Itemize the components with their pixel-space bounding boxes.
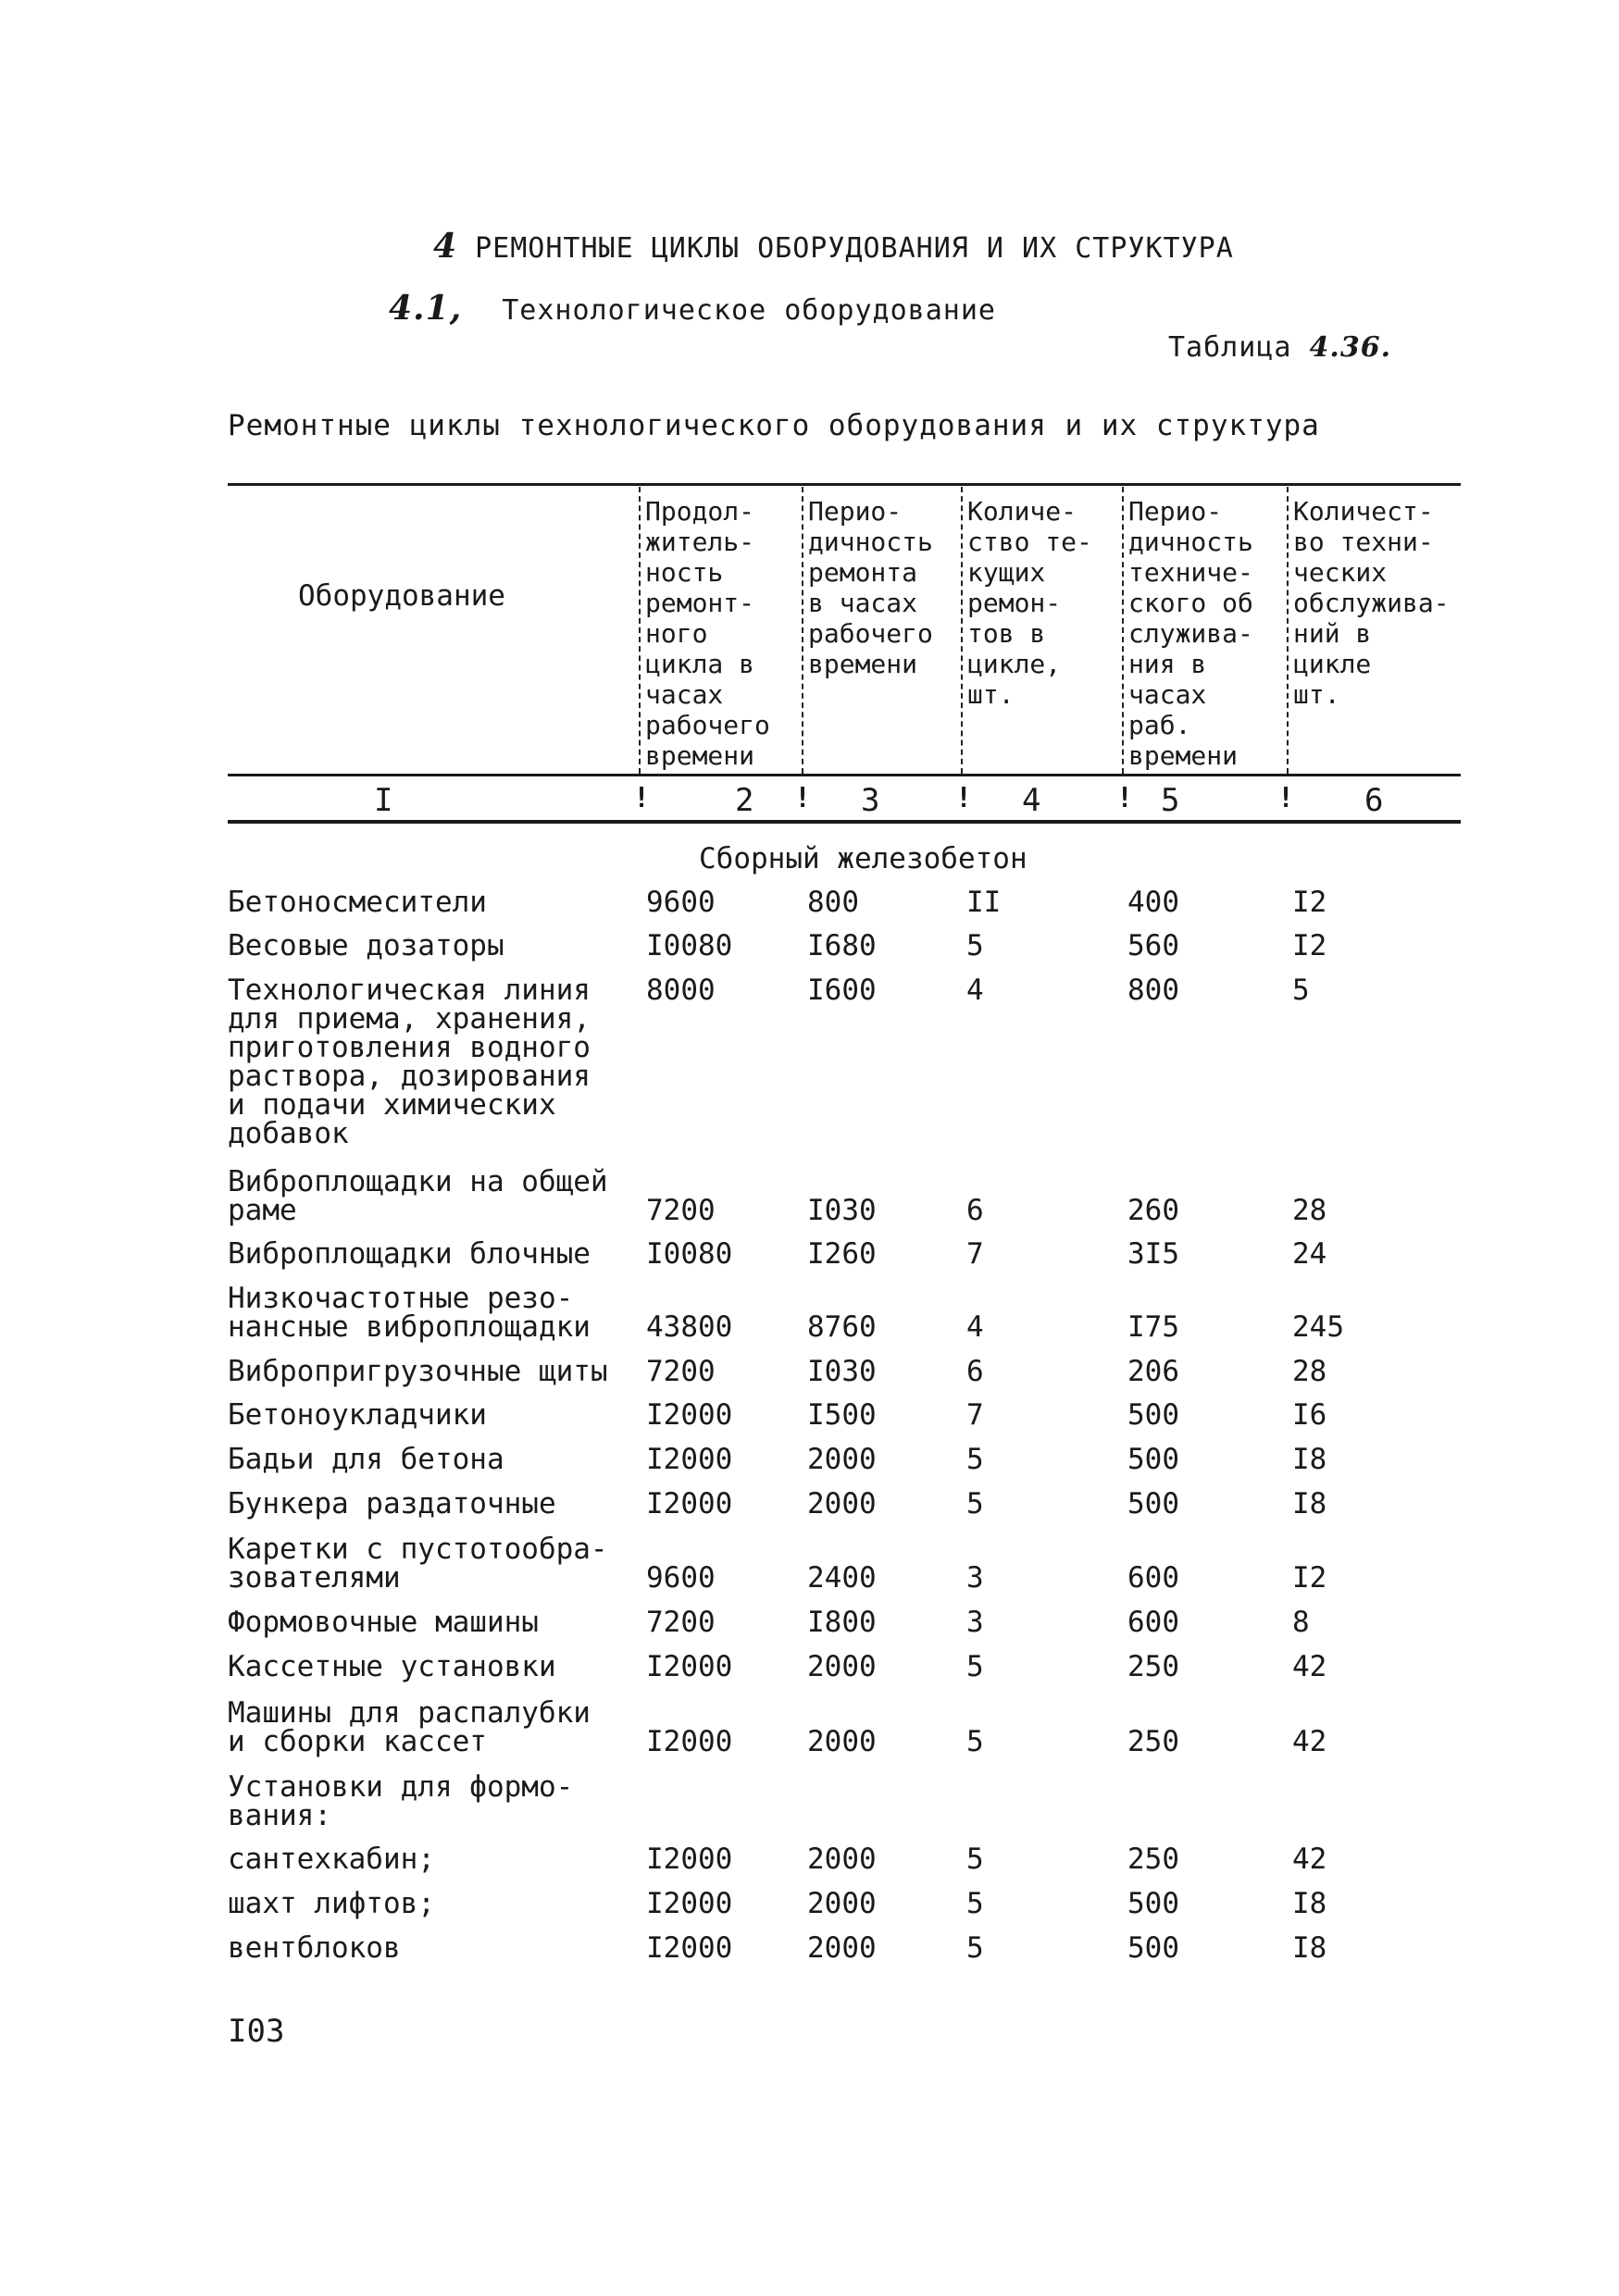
maintenance-count-value: I8 — [1292, 1443, 1327, 1476]
section-number: 4 — [433, 227, 458, 266]
repair-periodicity-value: 2000 — [807, 1443, 877, 1476]
repair-periodicity-value: I500 — [807, 1398, 877, 1432]
maintenance-periodicity-value: 206 — [1127, 1355, 1179, 1388]
equipment-name: Виброплощадки блочные — [228, 1237, 591, 1271]
equipment-name: Бадьи для бетона — [228, 1443, 504, 1476]
current-repairs-value: 3 — [966, 1561, 984, 1595]
maintenance-periodicity-value: 250 — [1127, 1843, 1179, 1876]
table-label-number: 4.36. — [1309, 331, 1392, 364]
maintenance-periodicity-value: 3I5 — [1127, 1237, 1179, 1271]
cycle-duration-value: 43800 — [646, 1310, 733, 1344]
current-repairs-value: 5 — [966, 1443, 984, 1476]
current-repairs-value: II — [966, 886, 1002, 919]
table-top-rule — [228, 483, 1461, 486]
maintenance-periodicity-value: 600 — [1127, 1606, 1179, 1639]
column-divider-mark: ! — [1116, 782, 1134, 814]
maintenance-count-value: 8 — [1292, 1606, 1310, 1639]
column-number: 3 — [861, 782, 880, 819]
maintenance-periodicity-value: 260 — [1127, 1194, 1179, 1227]
equipment-name: Бетоноукладчики — [228, 1398, 487, 1432]
repair-periodicity-value: I680 — [807, 929, 877, 962]
equipment-name: Формовочные машины — [228, 1606, 539, 1639]
maintenance-count-value: I2 — [1292, 929, 1327, 962]
maintenance-periodicity-value: 560 — [1127, 929, 1179, 962]
repair-periodicity-value: 2000 — [807, 1650, 877, 1683]
maintenance-periodicity-value: 400 — [1127, 886, 1179, 919]
maintenance-count-value: 24 — [1292, 1237, 1327, 1271]
cycle-duration-value: I2000 — [646, 1887, 733, 1920]
current-repairs-value: 7 — [966, 1398, 984, 1432]
equipment-name: Технологическая линия для приема, хранения, приготовления водного раствора, дозирования и подачи химических добавок — [228, 974, 591, 1150]
maintenance-periodicity-value: 800 — [1127, 974, 1179, 1007]
repair-periodicity-value: I030 — [807, 1355, 877, 1388]
column-number: 2 — [735, 782, 754, 819]
maintenance-count-value: I6 — [1292, 1398, 1327, 1432]
equipment-name: шахт лифтов; — [228, 1887, 435, 1920]
table-header-rule — [228, 774, 1461, 776]
header-separator — [1122, 487, 1124, 774]
current-repairs-value: 5 — [966, 1650, 984, 1683]
equipment-name: Бункера раздаточные — [228, 1487, 556, 1520]
group-title: Сборный железобетон — [699, 842, 1027, 875]
maintenance-count-value: I2 — [1292, 886, 1327, 919]
equipment-name: Установки для формо- вания: — [228, 1770, 574, 1832]
cycle-duration-value: 8000 — [646, 974, 716, 1007]
maintenance-periodicity-value: 250 — [1127, 1725, 1179, 1758]
equipment-name: сантехкабин; — [228, 1843, 435, 1876]
column-number: 6 — [1364, 782, 1384, 819]
maintenance-periodicity-value: 500 — [1127, 1443, 1179, 1476]
cycle-duration-value: I2000 — [646, 1650, 733, 1683]
cycle-duration-value: I0080 — [646, 1237, 733, 1271]
equipment-name: Каретки с пустотообра- зователями — [228, 1533, 608, 1595]
repair-periodicity-value: 2000 — [807, 1843, 877, 1876]
equipment-name: Виброплощадки на общей раме — [228, 1165, 608, 1227]
header-equipment: Оборудование — [298, 579, 505, 613]
repair-periodicity-value: 2000 — [807, 1487, 877, 1520]
maintenance-count-value: I2 — [1292, 1561, 1327, 1595]
repair-periodicity-value: 2400 — [807, 1561, 877, 1595]
repair-periodicity-value: I800 — [807, 1606, 877, 1639]
repair-periodicity-value: I030 — [807, 1194, 877, 1227]
subsection-title: Технологическое оборудование — [502, 294, 996, 327]
cycle-duration-value: I2000 — [646, 1487, 733, 1520]
column-number: I — [374, 782, 393, 819]
current-repairs-value: 5 — [966, 929, 984, 962]
repair-periodicity-value: 2000 — [807, 1931, 877, 1965]
maintenance-count-value: I8 — [1292, 1487, 1327, 1520]
table-label-prefix: Таблица — [1168, 331, 1292, 364]
cycle-duration-value: I2000 — [646, 1398, 733, 1432]
repair-periodicity-value: 8760 — [807, 1310, 877, 1344]
current-repairs-value: 6 — [966, 1355, 984, 1388]
current-repairs-value: 5 — [966, 1843, 984, 1876]
current-repairs-value: 5 — [966, 1487, 984, 1520]
subsection-number: 4.1, — [389, 289, 463, 328]
current-repairs-value: 5 — [966, 1887, 984, 1920]
maintenance-periodicity-value: 500 — [1127, 1487, 1179, 1520]
maintenance-count-value: 5 — [1292, 974, 1310, 1007]
maintenance-count-value: 245 — [1292, 1310, 1344, 1344]
cycle-duration-value: 7200 — [646, 1194, 716, 1227]
header-maintenance-count: Количест- во техни- ческих обслужива- ний в цикле шт. — [1293, 496, 1450, 710]
equipment-name: Кассетные установки — [228, 1650, 556, 1683]
header-repair-periodicity: Перио- дичность ремонта в часах рабочего времени — [808, 496, 933, 679]
table-label — [1168, 331, 1391, 364]
equipment-name: вентблоков — [228, 1931, 401, 1965]
cycle-duration-value: 9600 — [646, 1561, 716, 1595]
current-repairs-value: 7 — [966, 1237, 984, 1271]
current-repairs-value: 4 — [966, 974, 984, 1007]
column-divider-mark: ! — [794, 782, 812, 814]
equipment-name: Бетоносмесители — [228, 886, 487, 919]
maintenance-count-value: I8 — [1292, 1931, 1327, 1965]
repair-periodicity-value: 800 — [807, 886, 859, 919]
maintenance-count-value: 42 — [1292, 1725, 1327, 1758]
equipment-name: Весовые дозаторы — [228, 929, 504, 962]
repair-periodicity-value: I600 — [807, 974, 877, 1007]
header-separator — [961, 487, 963, 774]
header-separator — [802, 487, 803, 774]
cycle-duration-value: I2000 — [646, 1725, 733, 1758]
table-number-row-rule — [228, 820, 1461, 824]
header-separator — [1287, 487, 1289, 774]
maintenance-periodicity-value: 600 — [1127, 1561, 1179, 1595]
column-divider-mark: ! — [633, 782, 651, 814]
maintenance-count-value: 28 — [1292, 1355, 1327, 1388]
repair-periodicity-value: I260 — [807, 1237, 877, 1271]
repair-periodicity-value: 2000 — [807, 1725, 877, 1758]
maintenance-count-value: I8 — [1292, 1887, 1327, 1920]
cycle-duration-value: I2000 — [646, 1843, 733, 1876]
header-maintenance-periodicity: Перио- дичность техниче- ского об служива- ния в часах раб. времени — [1128, 496, 1253, 771]
column-number: 4 — [1022, 782, 1041, 819]
maintenance-count-value: 42 — [1292, 1650, 1327, 1683]
cycle-duration-value: I2000 — [646, 1443, 733, 1476]
subsection-heading — [389, 289, 996, 328]
header-separator — [639, 487, 641, 774]
current-repairs-value: 5 — [966, 1931, 984, 1965]
maintenance-periodicity-value: 500 — [1127, 1398, 1179, 1432]
cycle-duration-value: 7200 — [646, 1606, 716, 1639]
header-current-repairs-count: Количе- ство те- кущих ремон- тов в цикле, шт. — [967, 496, 1092, 710]
equipment-name: Машины для распалубки и сборки кассет — [228, 1696, 591, 1758]
maintenance-periodicity-value: 500 — [1127, 1931, 1179, 1965]
table-caption: Ремонтные циклы технологического оборудования и их структура — [228, 409, 1320, 442]
current-repairs-value: 3 — [966, 1606, 984, 1639]
maintenance-count-value: 28 — [1292, 1194, 1327, 1227]
column-divider-mark: ! — [1277, 782, 1295, 814]
maintenance-periodicity-value: I75 — [1127, 1310, 1179, 1344]
maintenance-periodicity-value: 250 — [1127, 1650, 1179, 1683]
cycle-duration-value: I0080 — [646, 929, 733, 962]
equipment-name: Низкочастотные резо- нансные виброплощадки — [228, 1282, 591, 1344]
cycle-duration-value: I2000 — [646, 1931, 733, 1965]
current-repairs-value: 5 — [966, 1725, 984, 1758]
maintenance-count-value: 42 — [1292, 1843, 1327, 1876]
header-cycle-duration: Продол- житель- ность ремонт- ного цикла в часах рабочего времени — [645, 496, 770, 771]
current-repairs-value: 6 — [966, 1194, 984, 1227]
page-number: I03 — [228, 2013, 285, 2050]
cycle-duration-value: 7200 — [646, 1355, 716, 1388]
column-number: 5 — [1161, 782, 1180, 819]
current-repairs-value: 4 — [966, 1310, 984, 1344]
section-heading — [433, 227, 1234, 266]
section-title: РЕМОНТНЫЕ ЦИКЛЫ ОБОРУДОВАНИЯ И ИХ СТРУКТУРА — [475, 232, 1234, 265]
column-divider-mark: ! — [955, 782, 973, 814]
maintenance-periodicity-value: 500 — [1127, 1887, 1179, 1920]
equipment-name: Вибропригрузочные щиты — [228, 1355, 608, 1388]
repair-periodicity-value: 2000 — [807, 1887, 877, 1920]
cycle-duration-value: 9600 — [646, 886, 716, 919]
